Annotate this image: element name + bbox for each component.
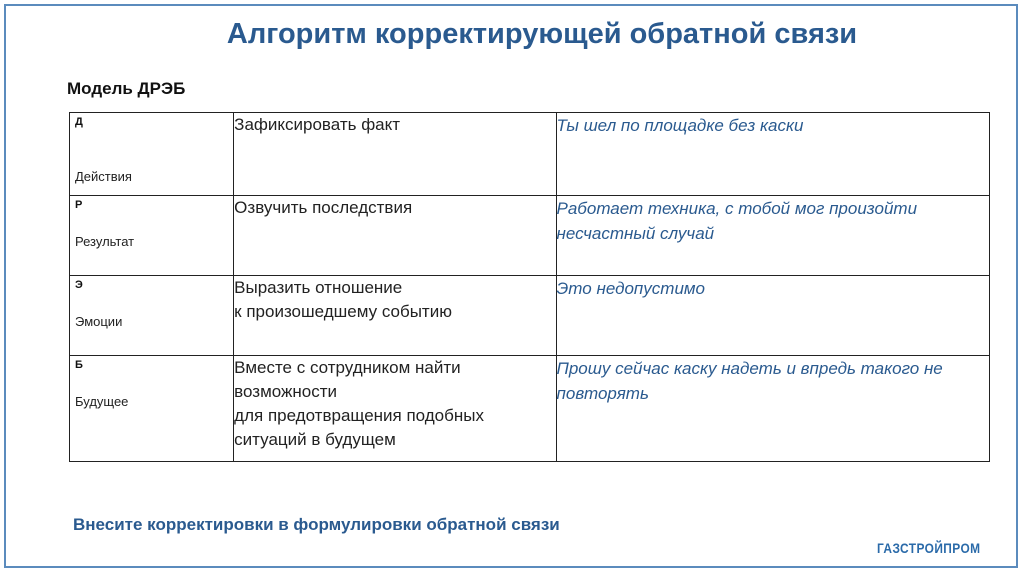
company-logo: ГАЗСТРОЙПРОМ	[877, 540, 981, 556]
letter-cell	[70, 356, 234, 462]
example-cell: Это недопустимо	[556, 276, 989, 356]
action-cell	[234, 276, 556, 356]
example-cell: Работает техника, с тобой мог произойти несчастный случай	[556, 196, 989, 276]
letter-cell	[70, 196, 234, 276]
action-line: для предотвращения подобных ситуаций в будущем	[234, 406, 484, 449]
row-word: Будущее	[75, 394, 129, 409]
row-word: Действия	[75, 169, 132, 184]
row-letter: Б	[75, 359, 83, 371]
action-line: Выразить отношение	[234, 278, 403, 297]
footer-instruction: Внесите корректировки в формулировки обратной связи	[73, 515, 560, 534]
action-line: Озвучить последствия	[234, 198, 413, 217]
table-row	[70, 196, 990, 276]
action-line: к произошедшему событию	[234, 302, 452, 321]
action-line: Вместе с сотрудником найти возможности	[234, 358, 461, 401]
example-cell: Прошу сейчас каску надеть и впредь такого не повторять	[556, 356, 989, 462]
table-row	[70, 356, 990, 462]
row-word: Результат	[75, 234, 135, 249]
dreb-table	[69, 112, 990, 462]
action-line: Зафиксировать факт	[234, 115, 401, 134]
row-letter: Р	[75, 199, 83, 211]
row-letter: Д	[75, 116, 83, 128]
slide-title: Алгоритм корректирующей обратной связи	[226, 18, 858, 50]
action-cell	[234, 196, 556, 276]
action-cell	[234, 356, 556, 462]
letter-cell	[70, 113, 234, 196]
row-word: Эмоции	[75, 314, 123, 329]
table-row	[70, 276, 990, 356]
example-cell: Ты шел по площадке без каски	[556, 113, 989, 196]
table-row	[70, 113, 990, 196]
letter-cell	[70, 276, 234, 356]
action-cell	[234, 113, 556, 196]
row-letter: Э	[75, 279, 83, 291]
model-subtitle: Модель ДРЭБ	[67, 79, 186, 98]
